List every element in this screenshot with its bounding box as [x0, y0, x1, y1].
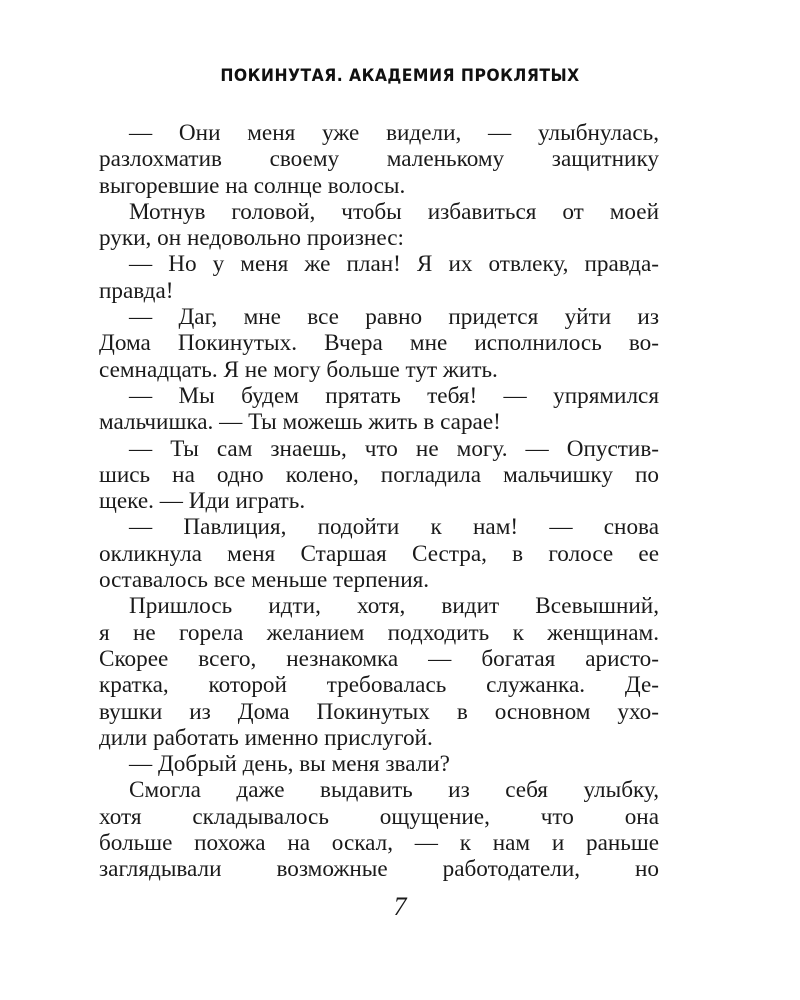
text-line: — Даг, мне все равно придется уйти из: [129, 304, 659, 331]
text-line: дили работать именно прислугой.: [99, 724, 433, 751]
text-line: шись на одно колено, погладила мальчишку по: [99, 461, 659, 488]
text-line: Скорее всего, незнакомка — богатая аристо-: [99, 645, 659, 672]
text-line: — Ты сам знаешь, что не могу. — Опустив-: [129, 435, 659, 462]
text-line: Пришлось идти, хотя, видит Всевышний,: [129, 593, 659, 620]
text-line: хотя складывалось ощущение, что она: [99, 803, 659, 830]
text-line: разлохматив своему маленькому защитнику: [99, 146, 659, 173]
body-text: [99, 120, 659, 883]
text-line: Мотнув головой, чтобы избавиться от моей: [129, 198, 659, 225]
text-line: окликнула меня Старшая Сестра, в голосе ее: [99, 540, 659, 567]
text-line: — Мы будем прятать тебя! — упрямился: [129, 382, 659, 409]
text-line: правда!: [99, 277, 174, 304]
text-line: Дома Покинутых. Вчера мне исполнилось во-: [99, 330, 659, 357]
text-line: кратка, которой требовалась служанка. Де-: [99, 672, 659, 699]
text-line: семнадцать. Я не могу больше тут жить.: [99, 356, 498, 383]
page-number: 7: [393, 892, 407, 921]
text-line: оставалось все меньше терпения.: [99, 567, 430, 594]
text-line: вушки из Дома Покинутых в основном ухо-: [99, 698, 659, 725]
text-line: мальчишка. — Ты можешь жить в сарае!: [99, 409, 501, 436]
text-line: я не горела желанием подходить к женщинам.: [99, 619, 659, 646]
text-line: руки, он недовольно произнес:: [99, 225, 404, 252]
text-line: выгоревшие на солнце волосы.: [99, 172, 406, 199]
text-line: — Но у меня же план! Я их отвлеку, правда-: [129, 251, 659, 278]
text-line: — Добрый день, вы меня звали?: [129, 751, 450, 778]
running-head: ПОКИНУТАЯ. АКАДЕМИЯ ПРОКЛЯТЫХ: [220, 66, 580, 86]
text-line: — Павлиция, подойти к нам! — снова: [129, 514, 659, 541]
text-line: больше похожа на оскал, — к нам и раньше: [99, 830, 659, 857]
text-line: — Они меня уже видели, — улыбнулась,: [129, 120, 659, 146]
text-line: заглядывали возможные работодатели, но: [99, 856, 659, 883]
text-line: щеке. — Иди играть.: [99, 488, 306, 515]
text-line: Смогла даже выдавить из себя улыбку,: [129, 777, 659, 804]
